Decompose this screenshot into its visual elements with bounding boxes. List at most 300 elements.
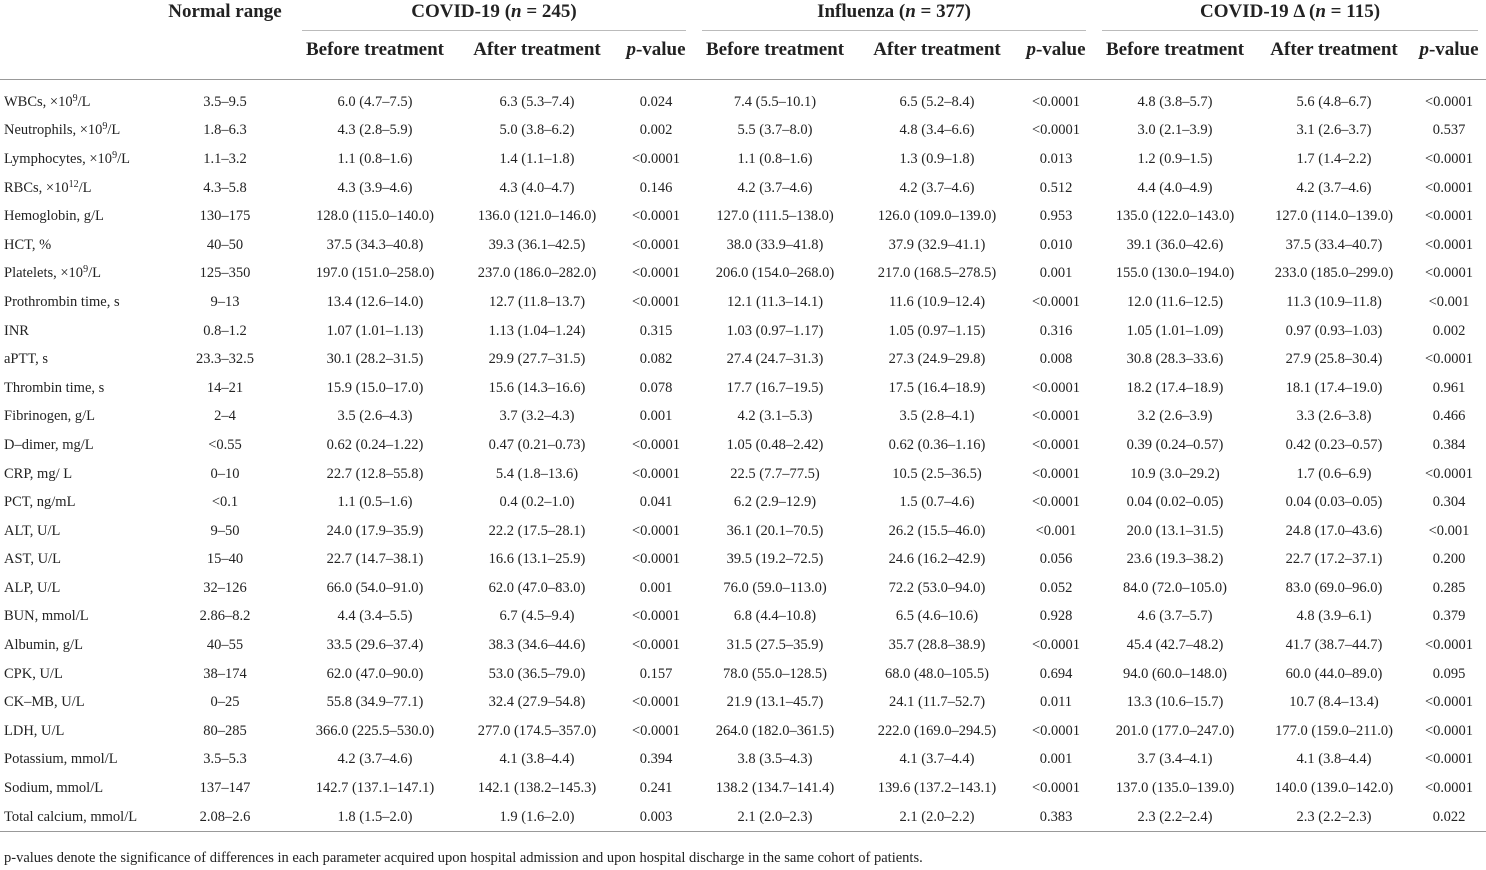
after-value-cell: 136.0 (121.0–146.0) — [477, 208, 597, 225]
normal-range-cell: 130–175 — [199, 208, 251, 225]
normal-range-cell: 137–147 — [199, 780, 251, 797]
before-value-cell: 366.0 (225.5–530.0) — [315, 722, 435, 739]
after-value-cell: 6.5 (4.6–10.6) — [895, 608, 979, 625]
table-row — [0, 117, 1486, 146]
parameter-label: ALT, U/L — [4, 522, 61, 539]
before-value-cell: 76.0 (59.0–113.0) — [723, 579, 827, 596]
before-value-cell: 39.1 (36.0–42.6) — [1126, 236, 1224, 253]
parameter-cell — [0, 574, 156, 603]
p-value-cell: <0.0001 — [631, 465, 681, 482]
after-value-cell: 27.9 (25.8–30.4) — [1285, 351, 1383, 368]
before-value-cell: 36.1 (20.1–70.5) — [726, 522, 824, 539]
after-value-cell: 72.2 (53.0–94.0) — [888, 579, 986, 596]
table-row — [0, 317, 1486, 346]
parameter-cell — [0, 431, 156, 460]
parameter-cell — [0, 631, 156, 660]
after-value-cell: 3.3 (2.6–3.8) — [1296, 408, 1372, 425]
before-value-cell: 0.62 (0.24–1.22) — [326, 436, 424, 453]
before-value-cell: 4.2 (3.1–5.3) — [737, 408, 813, 425]
p-value-cell: <0.0001 — [631, 436, 681, 453]
after-value-cell: 4.2 (3.7–4.6) — [899, 179, 975, 196]
normal-range-cell: 3.5–5.3 — [203, 751, 247, 768]
p-value-cell: <0.0001 — [1031, 436, 1081, 453]
before-value-cell: 4.4 (3.4–5.5) — [337, 608, 413, 625]
p-value-cell: <0.0001 — [1031, 722, 1081, 739]
after-value-cell: 5.6 (4.8–6.7) — [1296, 93, 1372, 110]
parameter-cell — [0, 317, 156, 346]
before-value-cell: 1.8 (1.5–2.0) — [294, 803, 456, 832]
table-row — [0, 460, 1486, 489]
parameter-label: Sodium, mmol/L — [4, 780, 104, 797]
normal-range-cell: 2.86–8.2 — [199, 608, 251, 625]
parameter-exponent: 9 — [72, 92, 78, 104]
p-value-header — [1412, 31, 1486, 80]
parameter-cell — [0, 717, 156, 746]
normal-range-cell: <0.55 — [208, 436, 242, 453]
after-value-cell: 38.3 (34.6–44.6) — [488, 637, 586, 654]
p-value-cell: <0.0001 — [1424, 637, 1474, 654]
parameter-label: Fibrinogen, g/L — [4, 408, 96, 425]
after-value-cell: 17.5 (16.4–18.9) — [888, 379, 986, 396]
before-value-cell: 1.05 (1.01–1.09) — [1126, 322, 1224, 339]
parameter-cell — [0, 774, 156, 803]
after-value-cell: 4.1 (3.8–4.4) — [499, 751, 575, 768]
parameter-unit: /L — [107, 122, 121, 139]
p-value-cell: <0.0001 — [631, 208, 681, 225]
before-value-cell: 1.2 (0.9–1.5) — [1137, 150, 1213, 167]
before-value-cell: 94.0 (60.0–148.0) — [1123, 665, 1227, 682]
normal-range-cell: 0.8–1.2 — [203, 322, 247, 339]
parameter-label: aPTT, s — [4, 351, 49, 368]
after-value-cell: 5.4 (1.8–13.6) — [495, 465, 579, 482]
parameter-unit: /L — [78, 179, 92, 196]
table-row — [0, 231, 1486, 260]
group-name: COVID-19 — [411, 1, 500, 22]
parameter-label: Neutrophils, ×10 — [4, 122, 103, 139]
before-value-cell: 128.0 (115.0–140.0) — [316, 208, 434, 225]
table-row — [0, 746, 1486, 775]
p-value-cell: <0.0001 — [1424, 751, 1474, 768]
p-value-cell: 0.002 — [1432, 322, 1466, 339]
table-row — [0, 88, 1486, 117]
parameter-cell — [0, 260, 156, 289]
normal-range-cell: 125–350 — [199, 265, 251, 282]
p-value-cell: <0.0001 — [1424, 722, 1474, 739]
before-value-cell: 45.4 (42.7–48.2) — [1126, 637, 1224, 654]
before-value-cell: 30.8 (28.3–33.6) — [1126, 351, 1224, 368]
after-value-cell: 1.5 (0.7–4.6) — [899, 494, 975, 511]
before-value-cell: 15.9 (15.0–17.0) — [326, 379, 424, 396]
before-value-cell: 155.0 (130.0–194.0) — [1115, 265, 1235, 282]
after-value-cell: 2.1 (2.0–2.2) — [856, 803, 1018, 832]
p-value-cell: 0.537 — [1432, 122, 1466, 139]
table-row — [0, 517, 1486, 546]
parameter-cell — [0, 374, 156, 403]
before-treatment-header: Before treatment — [294, 31, 456, 80]
after-value-cell: 18.1 (17.4–19.0) — [1285, 379, 1383, 396]
table-row — [0, 288, 1486, 317]
p-italic: p — [626, 39, 636, 60]
after-value-cell: 24.8 (17.0–43.6) — [1285, 522, 1383, 539]
after-value-cell: 177.0 (159.0–211.0) — [1275, 722, 1393, 739]
normal-range-cell: <0.1 — [211, 494, 239, 511]
p-value-cell: 0.379 — [1432, 608, 1466, 625]
before-value-cell: 3.8 (3.5–4.3) — [737, 751, 813, 768]
parameter-cell — [0, 202, 156, 231]
before-value-cell: 55.8 (34.9–77.1) — [326, 694, 424, 711]
before-value-cell: 142.7 (137.1–147.1) — [315, 780, 435, 797]
equals-sign: = — [1330, 1, 1342, 22]
p-value-cell: <0.001 — [1428, 293, 1470, 310]
parameter-label: Hemoglobin, g/L — [4, 208, 104, 225]
p-value-cell: 0.078 — [639, 379, 673, 396]
parameter-label: CRP, mg/ L — [4, 465, 73, 482]
table-row — [0, 345, 1486, 374]
normal-range-cell: 9–50 — [210, 522, 240, 539]
before-value-cell: 33.5 (29.6–37.4) — [326, 637, 424, 654]
before-value-cell: 3.0 (2.1–3.9) — [1137, 122, 1213, 139]
p-value-cell: <0.0001 — [1424, 465, 1474, 482]
p-value-cell: <0.0001 — [1424, 179, 1474, 196]
parameter-label: Lymphocytes, ×10 — [4, 150, 113, 167]
before-value-cell: 4.2 (3.7–4.6) — [337, 751, 413, 768]
p-value-cell: <0.0001 — [1031, 293, 1081, 310]
p-value-cell: <0.0001 — [1031, 379, 1081, 396]
table-row — [0, 774, 1486, 803]
p-value-cell: 0.466 — [1432, 408, 1466, 425]
before-value-cell: 4.8 (3.8–5.7) — [1137, 93, 1213, 110]
after-value-cell: 32.4 (27.9–54.8) — [488, 694, 586, 711]
after-value-cell: 233.0 (185.0–299.0) — [1274, 265, 1394, 282]
before-value-cell: 84.0 (72.0–105.0) — [1123, 579, 1227, 596]
after-value-cell: 139.6 (137.2–143.1) — [877, 780, 997, 797]
before-value-cell: 3.7 (3.4–4.1) — [1137, 751, 1213, 768]
before-value-cell: 138.2 (134.7–141.4) — [715, 780, 835, 797]
group-header-covid19: COVID-19 (n = 245) — [294, 0, 694, 31]
before-value-cell: 22.5 (7.7–77.5) — [730, 465, 820, 482]
after-value-cell: 60.0 (44.0–89.0) — [1285, 665, 1383, 682]
before-value-cell: 4.3 (3.9–4.6) — [337, 179, 413, 196]
p-value-cell: <0.0001 — [631, 150, 681, 167]
after-value-cell: 4.1 (3.7–4.4) — [899, 751, 975, 768]
equals-sign: = — [526, 1, 538, 22]
after-value-cell: 4.2 (3.7–4.6) — [1296, 179, 1372, 196]
table-row — [0, 631, 1486, 660]
before-value-cell: 31.5 (27.5–35.9) — [726, 637, 824, 654]
after-value-cell: 3.1 (2.6–3.7) — [1296, 122, 1372, 139]
parameter-exponent: 9 — [102, 121, 108, 133]
before-value-cell: 13.3 (10.6–15.7) — [1126, 694, 1224, 711]
after-value-cell: 41.7 (38.7–44.7) — [1285, 637, 1383, 654]
after-value-cell: 6.5 (5.2–8.4) — [899, 93, 975, 110]
p-value-cell: <0.0001 — [631, 551, 681, 568]
normal-range-cell: 0–10 — [210, 465, 240, 482]
before-value-cell: 1.07 (1.01–1.13) — [326, 322, 424, 339]
normal-range-cell: 4.3–5.8 — [203, 179, 247, 196]
p-value-cell: <0.0001 — [1031, 408, 1081, 425]
normal-range-cell: 1.8–6.3 — [203, 122, 247, 139]
parameter-cell — [0, 803, 156, 832]
parameter-label: Platelets, ×10 — [4, 265, 84, 282]
before-value-cell: 2.3 (2.2–2.4) — [1094, 803, 1256, 832]
after-value-cell: 0.04 (0.03–0.05) — [1285, 494, 1383, 511]
after-value-cell: 277.0 (174.5–357.0) — [477, 722, 597, 739]
p-value-cell: <0.0001 — [1424, 694, 1474, 711]
before-value-cell: 62.0 (47.0–90.0) — [326, 665, 424, 682]
table-row — [0, 717, 1486, 746]
parameter-label: AST, U/L — [4, 551, 61, 568]
table-row — [0, 431, 1486, 460]
normal-range-cell: 80–285 — [203, 722, 247, 739]
p-value-cell: 0.304 — [1432, 494, 1466, 511]
p-value-cell: 0.082 — [639, 351, 673, 368]
after-value-cell: 62.0 (47.0–83.0) — [488, 579, 586, 596]
before-value-cell: 4.4 (4.0–4.9) — [1137, 179, 1213, 196]
p-italic: p — [1419, 39, 1429, 60]
parameter-cell — [0, 288, 156, 317]
parameter-cell — [0, 660, 156, 689]
before-value-cell: 0.39 (0.24–0.57) — [1126, 436, 1224, 453]
after-value-cell: 4.8 (3.9–6.1) — [1296, 608, 1372, 625]
p-suffix: -value — [1035, 39, 1086, 60]
table-row — [0, 574, 1486, 603]
p-value-cell: <0.001 — [1035, 522, 1077, 539]
before-value-cell: 1.03 (0.97–1.17) — [726, 322, 824, 339]
before-value-cell: 1.1 (0.8–1.6) — [737, 150, 813, 167]
before-value-cell: 4.3 (2.8–5.9) — [337, 122, 413, 139]
p-value-cell: 0.001 — [1039, 751, 1073, 768]
parameter-label: PCT, ng/mL — [4, 494, 76, 511]
after-value-cell: 217.0 (168.5–278.5) — [877, 265, 997, 282]
p-suffix: -value — [635, 39, 686, 60]
before-value-cell: 38.0 (33.9–41.8) — [726, 236, 824, 253]
normal-range-cell: 15–40 — [206, 551, 244, 568]
after-value-cell: 12.7 (11.8–13.7) — [488, 293, 586, 310]
normal-range-cell: 2–4 — [214, 408, 236, 425]
after-value-cell: 6.3 (5.3–7.4) — [499, 93, 575, 110]
before-value-cell: 1.1 (0.8–1.6) — [337, 150, 413, 167]
p-value-cell: <0.0001 — [631, 265, 681, 282]
after-value-cell: 1.9 (1.6–2.0) — [456, 803, 618, 832]
normal-range-cell: 38–174 — [203, 665, 247, 682]
after-value-cell: 53.0 (36.5–79.0) — [488, 665, 586, 682]
after-value-cell: 0.62 (0.36–1.16) — [888, 436, 986, 453]
normal-range-cell: 9–13 — [210, 293, 240, 310]
before-value-cell: 201.0 (177.0–247.0) — [1115, 722, 1235, 739]
before-value-cell: 127.0 (111.5–138.0) — [716, 208, 834, 225]
parameter-label: HCT, % — [4, 236, 52, 253]
before-value-cell: 6.2 (2.9–12.9) — [733, 494, 817, 511]
group-name: COVID-19 Δ — [1199, 1, 1305, 22]
after-treatment-header: After treatment — [856, 31, 1018, 80]
p-value-cell: <0.0001 — [1424, 351, 1474, 368]
before-value-cell: 20.0 (13.1–31.5) — [1126, 522, 1224, 539]
after-treatment-header: After treatment — [1256, 31, 1412, 80]
p-value-cell: 0.694 — [1039, 665, 1073, 682]
before-value-cell: 78.0 (55.0–128.5) — [723, 665, 827, 682]
before-value-cell: 7.4 (5.5–10.1) — [733, 93, 817, 110]
after-value-cell: 10.5 (2.5–36.5) — [892, 465, 982, 482]
after-value-cell: 5.0 (3.8–6.2) — [499, 122, 575, 139]
p-value-cell: 0.001 — [639, 408, 673, 425]
p-value-cell: <0.0001 — [1031, 494, 1081, 511]
before-value-cell: 12.0 (11.6–12.5) — [1126, 293, 1224, 310]
parameter-cell — [0, 174, 156, 203]
after-value-cell: 11.3 (10.9–11.8) — [1286, 293, 1382, 310]
p-value-cell: <0.0001 — [631, 236, 681, 253]
parameter-cell — [0, 746, 156, 775]
after-value-cell: 3.5 (2.8–4.1) — [899, 408, 975, 425]
after-value-cell: 4.1 (3.8–4.4) — [1296, 751, 1372, 768]
parameter-label: BUN, mmol/L — [4, 608, 89, 625]
after-value-cell: 11.6 (10.9–12.4) — [888, 293, 986, 310]
table-body — [0, 88, 1486, 832]
p-value-cell: 0.384 — [1432, 436, 1466, 453]
parameter-cell — [0, 517, 156, 546]
after-value-cell: 1.7 (1.4–2.2) — [1296, 150, 1372, 167]
after-value-cell: 29.9 (27.7–31.5) — [488, 351, 586, 368]
p-value-cell: <0.0001 — [1031, 122, 1081, 139]
parameter-cell — [0, 460, 156, 489]
before-value-cell: 17.7 (16.7–19.5) — [726, 379, 824, 396]
after-value-cell: 83.0 (69.0–96.0) — [1285, 579, 1383, 596]
p-value-cell: 0.512 — [1039, 179, 1073, 196]
p-value-cell: 0.383 — [1018, 803, 1094, 832]
table-row — [0, 174, 1486, 203]
p-value-cell: 0.146 — [639, 179, 673, 196]
before-value-cell: 4.6 (3.7–5.7) — [1137, 608, 1213, 625]
after-value-cell: 140.0 (139.0–142.0) — [1274, 780, 1394, 797]
after-value-cell: 68.0 (48.0–105.5) — [885, 665, 989, 682]
p-value-cell: <0.0001 — [631, 522, 681, 539]
after-value-cell: 22.7 (17.2–37.1) — [1285, 551, 1383, 568]
parameter-cell — [0, 546, 156, 575]
p-value-cell: 0.013 — [1039, 150, 1073, 167]
parameter-exponent: 9 — [112, 149, 118, 161]
after-value-cell: 22.2 (17.5–28.1) — [488, 522, 586, 539]
parameter-label: Potassium, mmol/L — [4, 751, 118, 768]
group-n: 245 — [541, 1, 571, 22]
after-value-cell: 142.1 (138.2–145.3) — [477, 780, 597, 797]
n-label: n — [511, 1, 522, 22]
after-value-cell: 127.0 (114.0–139.0) — [1275, 208, 1393, 225]
normal-range-header: Normal range — [168, 1, 282, 22]
table-footnote: p-values denote the significance of differences in each parameter acquired upon hospital admission and upon hospital discharge in the same cohort of patients. — [4, 850, 923, 866]
p-value-cell: <0.0001 — [1424, 150, 1474, 167]
after-value-cell: 3.7 (3.2–4.3) — [499, 408, 575, 425]
p-value-cell: 0.157 — [639, 665, 673, 682]
p-value-cell: 0.003 — [618, 803, 694, 832]
p-value-cell: 0.001 — [1039, 265, 1073, 282]
after-value-cell: 0.4 (0.2–1.0) — [499, 494, 575, 511]
p-value-cell: 0.041 — [639, 494, 673, 511]
before-value-cell: 4.2 (3.7–4.6) — [737, 179, 813, 196]
group-header-covid19-delta: COVID-19 Δ (n = 115) — [1094, 0, 1486, 31]
table-row — [0, 688, 1486, 717]
subheader-empty — [0, 31, 156, 80]
before-value-cell: 197.0 (151.0–258.0) — [315, 265, 435, 282]
p-value-cell: <0.0001 — [1424, 236, 1474, 253]
subheader-empty — [156, 31, 294, 80]
table-row — [0, 260, 1486, 289]
parameter-label: WBCs, ×10 — [4, 93, 73, 110]
p-value-cell: 0.315 — [639, 322, 673, 339]
before-value-cell: 135.0 (122.0–143.0) — [1115, 208, 1235, 225]
p-value-cell: <0.0001 — [1424, 93, 1474, 110]
p-value-cell: 0.052 — [1039, 579, 1073, 596]
parameter-cell — [0, 403, 156, 432]
table-row — [0, 202, 1486, 231]
after-value-cell: 0.42 (0.23–0.57) — [1285, 436, 1383, 453]
before-value-cell: 23.6 (19.3–38.2) — [1126, 551, 1224, 568]
after-value-cell: 39.3 (36.1–42.5) — [488, 236, 586, 253]
table-row — [0, 374, 1486, 403]
group-n: 377 — [936, 1, 965, 22]
parameter-cell — [0, 88, 156, 117]
parameter-unit: /L — [77, 93, 91, 110]
p-value-cell: <0.0001 — [631, 722, 681, 739]
before-value-cell: 22.7 (14.7–38.1) — [326, 551, 424, 568]
p-value-cell: <0.0001 — [1424, 265, 1474, 282]
normal-range-cell: 0–25 — [210, 694, 240, 711]
before-value-cell: 206.0 (154.0–268.0) — [715, 265, 835, 282]
before-value-cell: 39.5 (19.2–72.5) — [726, 551, 824, 568]
before-value-cell: 13.4 (12.6–14.0) — [326, 293, 424, 310]
before-value-cell: 18.2 (17.4–18.9) — [1126, 379, 1224, 396]
parameter-exponent: 12 — [68, 178, 79, 190]
p-value-cell: 0.241 — [639, 780, 673, 797]
p-value-cell: <0.0001 — [1031, 780, 1081, 797]
group-header-influenza: Influenza (n = 377) — [694, 0, 1094, 31]
p-value-cell: <0.0001 — [1031, 637, 1081, 654]
p-value-header — [618, 31, 694, 80]
parameter-label: RBCs, ×10 — [4, 179, 69, 196]
before-value-cell: 3.5 (2.6–4.3) — [337, 408, 413, 425]
p-value-cell: <0.0001 — [631, 637, 681, 654]
normal-range-cell: 23.3–32.5 — [196, 351, 254, 368]
p-value-cell: <0.0001 — [631, 608, 681, 625]
before-value-cell: 1.1 (0.5–1.6) — [337, 494, 413, 511]
after-value-cell: 4.3 (4.0–4.7) — [499, 179, 575, 196]
parameter-label: Total calcium, mmol/L — [4, 808, 138, 825]
table-row — [0, 603, 1486, 632]
normal-range-cell: 32–126 — [203, 579, 247, 596]
after-value-cell: 237.0 (186.0–282.0) — [477, 265, 597, 282]
p-value-cell: 0.008 — [1039, 351, 1073, 368]
p-value-cell: <0.0001 — [631, 694, 681, 711]
parameter-cell — [0, 145, 156, 174]
after-value-cell: 222.0 (169.0–294.5) — [877, 722, 997, 739]
group-name: Influenza — [817, 1, 895, 22]
p-suffix: -value — [1428, 39, 1479, 60]
before-value-cell: 0.04 (0.02–0.05) — [1126, 494, 1224, 511]
parameter-unit: /L — [88, 265, 101, 282]
table-row — [0, 488, 1486, 517]
p-value-cell: 0.001 — [639, 579, 673, 596]
normal-range-cell: 2.08–2.6 — [156, 803, 294, 832]
parameter-header — [0, 0, 156, 31]
n-label: n — [905, 1, 916, 22]
after-value-cell: 24.6 (16.2–42.9) — [888, 551, 986, 568]
before-treatment-header: Before treatment — [694, 31, 856, 80]
normal-range-cell: 40–50 — [206, 236, 244, 253]
parameter-cell — [0, 603, 156, 632]
parameter-label: INR — [4, 322, 29, 339]
p-value-cell: 0.011 — [1039, 694, 1073, 711]
before-value-cell: 2.1 (2.0–2.3) — [694, 803, 856, 832]
parameter-label: Albumin, g/L — [4, 637, 83, 654]
p-value-cell: 0.010 — [1039, 236, 1073, 253]
